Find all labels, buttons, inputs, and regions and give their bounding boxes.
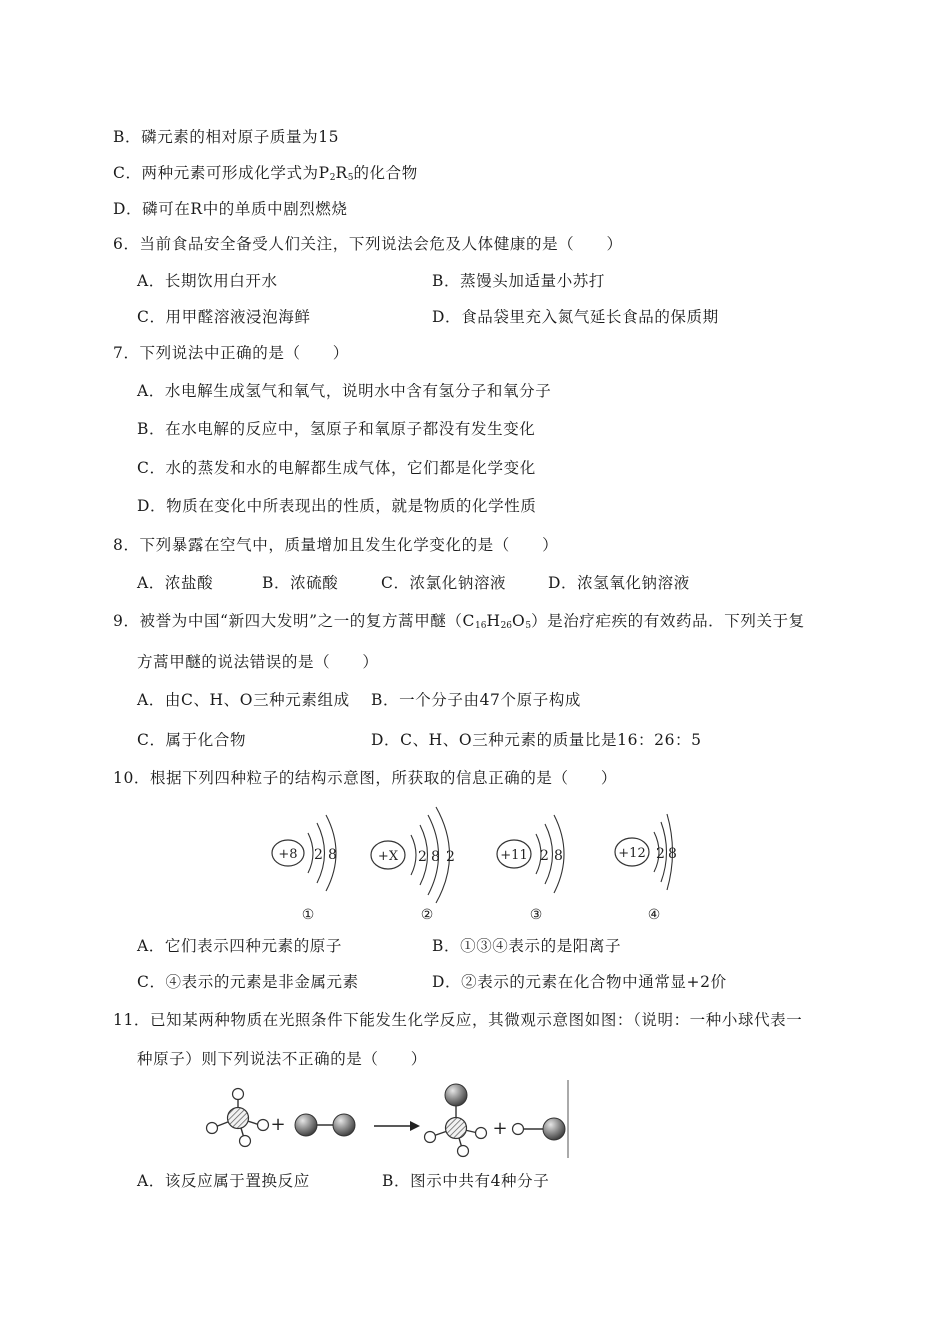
q5-c-sub1: 2 [329,173,336,183]
reactant-2-molecule [295,1114,355,1136]
product-2-molecule [513,1118,566,1140]
q9-stem-post: ）是治疗疟疾的有效药品．下列关于复 [531,612,805,630]
q6-stem: 6．当前食品安全备受人们关注，下列说法会危及人体健康的是（ ） [113,235,623,253]
particle-4 [615,814,677,923]
q9-option-d: D．C、H、O三种元素的质量比是16：26：5 [371,731,702,749]
q7-option-b: B．在水电解的反应中，氢原子和氧原子都没有发生变化 [137,420,536,438]
particle-4-shell-2: 8 [668,846,677,862]
q9-option-b: B．一个分子由47个原子构成 [371,691,582,709]
q6-option-d: D．食品袋里充入氮气延长食品的保质期 [432,308,719,326]
particle-2 [371,807,455,923]
q9-stem-pre: 9．被誉为中国“新四大发明”之一的复方蒿甲醚（C [113,612,475,630]
particle-1-nucleus: +8 [278,847,298,862]
q10-option-d: D．②表示的元素在化合物中通常显+2价 [432,973,727,991]
q8-stem: 8．下列暴露在空气中，质量增加且发生化学变化的是（ ） [113,536,559,554]
q5-c-mid: R [335,164,348,182]
q9-option-c: C．属于化合物 [137,731,247,749]
atom-structure-diagrams [268,805,678,923]
q6-option-b: B．蒸馒头加适量小苏打 [432,272,605,290]
q10-option-b: B．①③④表示的是阳离子 [432,937,622,955]
particle-1-shell-2: 8 [328,847,337,863]
reactant-1-molecule [207,1089,269,1147]
q7-option-d: D．物质在变化中所表现出的性质，就是物质的化学性质 [137,497,537,515]
q11-option-b: B．图示中共有4种分子 [382,1172,550,1190]
q5-option-d: D．磷可在R中的单质中剧烈燃烧 [113,200,348,218]
particle-1-label: ① [301,907,315,923]
q9-o: O [512,612,526,630]
reaction-micro-diagram [200,1080,572,1160]
q8-option-d: D．浓氢氧化钠溶液 [548,574,690,592]
particle-3-nucleus: +11 [500,848,528,863]
q11-option-a: A．该反应属于置换反应 [137,1172,310,1190]
q9-option-a: A．由C、H、O三种元素组成 [137,691,350,709]
particle-3-shell-2: 8 [554,848,563,864]
particle-2-shell-3: 2 [446,849,455,865]
q6-option-c: C．用甲醛溶液浸泡海鲜 [137,308,311,326]
product-1-molecule [425,1084,487,1157]
q8-option-b: B．浓硫酸 [262,574,339,592]
plus-sign-2: + [492,1118,508,1139]
particle-3 [497,815,564,923]
q5-c-text: C．两种元素可形成化学式为P [113,164,330,182]
q9-stem-line2: 方蒿甲醚的说法错误的是（ ） [137,653,379,671]
q9-stem-line1 [113,611,805,636]
q6-option-a: A．长期饮用白开水 [137,272,278,290]
q10-option-c: C．④表示的元素是非金属元素 [137,973,359,991]
particle-3-label: ③ [529,907,543,923]
particle-4-nucleus: +12 [618,846,646,861]
q10-stem: 10．根据下列四种粒子的结构示意图，所获取的信息正确的是（ ） [113,769,617,787]
particle-2-shell-2: 8 [431,849,440,865]
q7-option-a: A．水电解生成氢气和氧气，说明水中含有氢分子和氧分子 [137,382,552,400]
q7-stem: 7．下列说法中正确的是（ ） [113,344,349,362]
q9-sub-h: 26 [500,621,513,631]
reaction-arrow [374,1121,420,1131]
q5-c-sub2: 5 [347,173,354,183]
q8-option-a: A．浓盐酸 [137,574,214,592]
q9-sub-o: 5 [525,621,532,631]
particle-1 [272,815,337,923]
particle-2-label: ② [420,907,434,923]
q5-option-b: B．磷元素的相对原子质量为15 [113,128,340,146]
particle-4-label: ④ [647,907,661,923]
q10-option-a: A．它们表示四种元素的原子 [137,937,342,955]
q7-option-c: C．水的蒸发和水的电解都生成气体，它们都是化学变化 [137,459,536,477]
particle-2-shell-1: 2 [418,849,427,865]
q9-sub-c: 16 [474,621,487,631]
q11-stem-line2: 种原子）则下列说法不正确的是（ ） [137,1050,427,1068]
particle-2-nucleus: +X [377,849,399,864]
q8-option-c: C．浓氯化钠溶液 [381,574,507,592]
particle-4-shell-1: 2 [656,846,665,862]
plus-sign-1: + [270,1114,286,1135]
q9-h: H [486,612,501,630]
q5-option-c [113,163,418,188]
q5-c-post: 的化合物 [353,164,418,182]
q11-stem-line1: 11．已知某两种物质在光照条件下能发生化学反应，其微观示意图如图：（说明：一种小球代表一 [113,1011,803,1029]
particle-1-shell-1: 2 [314,847,323,863]
particle-3-shell-1: 2 [540,848,549,864]
